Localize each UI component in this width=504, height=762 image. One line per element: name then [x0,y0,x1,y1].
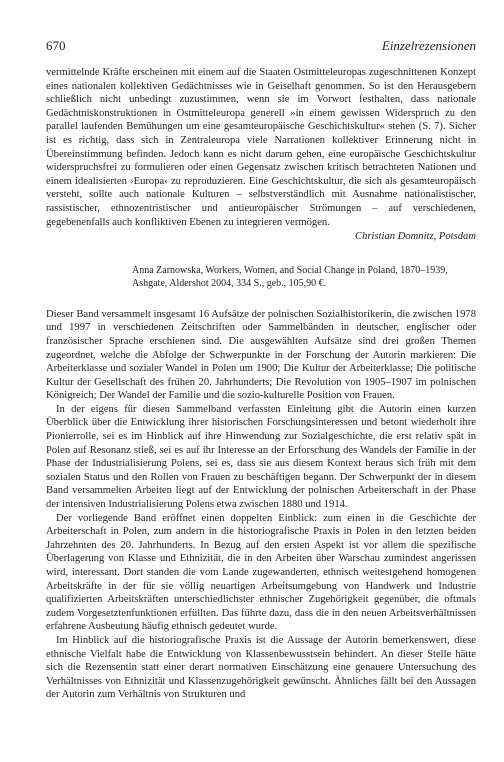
bibliography-line: Ashgate, Aldershot 2004, 334 S., geb., 105,90 €. [132,277,327,289]
page-number: 670 [46,38,66,53]
review-paragraph: In der eigens für diesen Sammelband verfassten Einleitung gibt die Autorin einen kurzen Überblick über die Entwicklung ihrer historischen Forschungsinteressen und betont wiederholt ihre Pionierrolle, sei es im Hinblick auf ihre Hinwendung zur Sozialgeschichte, die erst relativ spät in Polen auf Resonanz stieß, sei es auf ihr Interesse an der Erforschung des Wandels der Familie in der Phase der Industrialisierung Polens, sei es, dass sie aus diesem Kontext heraus sich früh mit dem sozialen Status und den Rollen von Frauen zu beschäftigen begann. Der Schwerpunkt der in diesem Band versammelten Arbeiten liegt auf der Entwicklung der polnischen Arbeiterschaft in der Phase der intensiven Industrialisierung Polens etwa zwischen 1880 und 1914. [46,403,476,511]
review-paragraph: Dieser Band versammelt insgesamt 16 Aufsätze der polnischen Sozialhistorikerin, die zwischen 1978 und 1997 in verschiedenen Zeitschriften oder Sammelbänden in deutscher, englischer oder französischer Sprache erschienen sind. Die ausgewählten Aufsätze sind drei großen Themen zugeordnet, welche die Abfolge der Schwerpunkte in der Forschung der Autorin markieren: Die Arbeiterklasse und sozialer Wandel in Polen um 1900; Die Kultur der Arbeiterklasse; Die politische Kultur der Gesellschaft des frühen 20. Jahrhunderts; Die Revolution von 1905–1907 im polnischen Königreich; Der Wandel der Familie und die sozio-kulturelle Position von Frauen. [46,308,476,402]
bibliographic-entry [132,264,476,290]
review-paragraph: Im Hinblick auf die historiografische Praxis ist die Aussage der Autorin bemerkenswert, diese ethnische Vielfalt habe die Entwicklung von Klassenbewusstsein behindert. An dieser Stelle hätte sich die Rezensentin statt einer derart normativen Einschätzung eine genauere Untersuchung des Verhältnisses von Ethnizität und Klassenzugehörigkeit gewünscht. Ähnliches fällt bei den Aussagen der Autorin zum Verhältnis von Strukturen und [46,634,476,701]
bibliography-line: Anna Zarnowska, Workers, Women, and Social Change in Poland, 1870–1939, [132,264,448,276]
previous-review-text: vermittelnde Kräfte erscheinen mit einem auf die Staaten Ostmitteleuropas zugeschnittenen Konzept eines nationalen kollektiven Gedächtnisses wie in Geiselhaft genommen. So ist den Herausgebern schließlich nicht unbedingt zuzustimmen, wenn sie im Vorwort festhalten, dass nationale Gedächtniskonstruktionen in Ostmitteleuropa generell »in einem gewissen Widerspruch zu den parallel laufenden Bemühungen um eine gesamteuropäische Geschichtskultur« stehen (S. 7). Sicher ist es richtig, dass sich in Zentraleuropa viele Narrationen kollektiver Erinnerung nicht in Übereinstimmung befinden. Jedoch kann es nicht darum gehen, eine europäische Geschichtskultur widerspruchsfrei zu formulieren oder einen Gegensatz zwischen kritisch betrachteten Nationen und einem idealisierten ›Europa‹ zu reproduzieren. Eine Geschichtskultur, die sich als gesamteuropäisch versteht, sollte auch nationale Kulturen – selbstverständlich mit Ausnahme nationalistischer, rassistischer, ethnozentristischer und antieuropäischer Strömungen – auf verschiedenen, gegebenenfalls auch konfliktiven Ebenen zu integrieren vermögen. [46,67,476,228]
review-paragraph: Der vorliegende Band eröffnet einen doppelten Einblick: zum einen in die Geschichte der Arbeiterschaft in Polen, zum andern in die historiografische Praxis in Polen in den letzten beiden Jahrzehnten des 20. Jahrhunderts. In Bezug auf den ersten Aspekt ist vor allem die spezifische Überlagerung von Klasse und Ethnizität, die in den Arbeiten über Warschau zumindest angerissen wird, interessant. Dort standen die vom Lande zugewanderten, ethnisch weitestgehend homogenen Arbeitskräfte in der für sie völlig neuartigen Arbeitsumgebung von Handwerk und Industrie qualifizierten Arbeitskräften unterschiedlichster ethnischer Zugehörigkeit gegenüber, die oftmals zudem Vorgesetztenfunktionen erfüllten. Das führte dazu, dass die in den neuen Arbeitsverhältnissen erfahrene Ausbeutung häufig ethnisch gedeutet wurde. [46,512,476,633]
page-header [46,38,476,58]
page-body [46,66,476,702]
running-head: Einzelrezensionen [381,38,476,53]
reviewer-signature: Christian Domnitz, Potsdam [355,231,476,243]
